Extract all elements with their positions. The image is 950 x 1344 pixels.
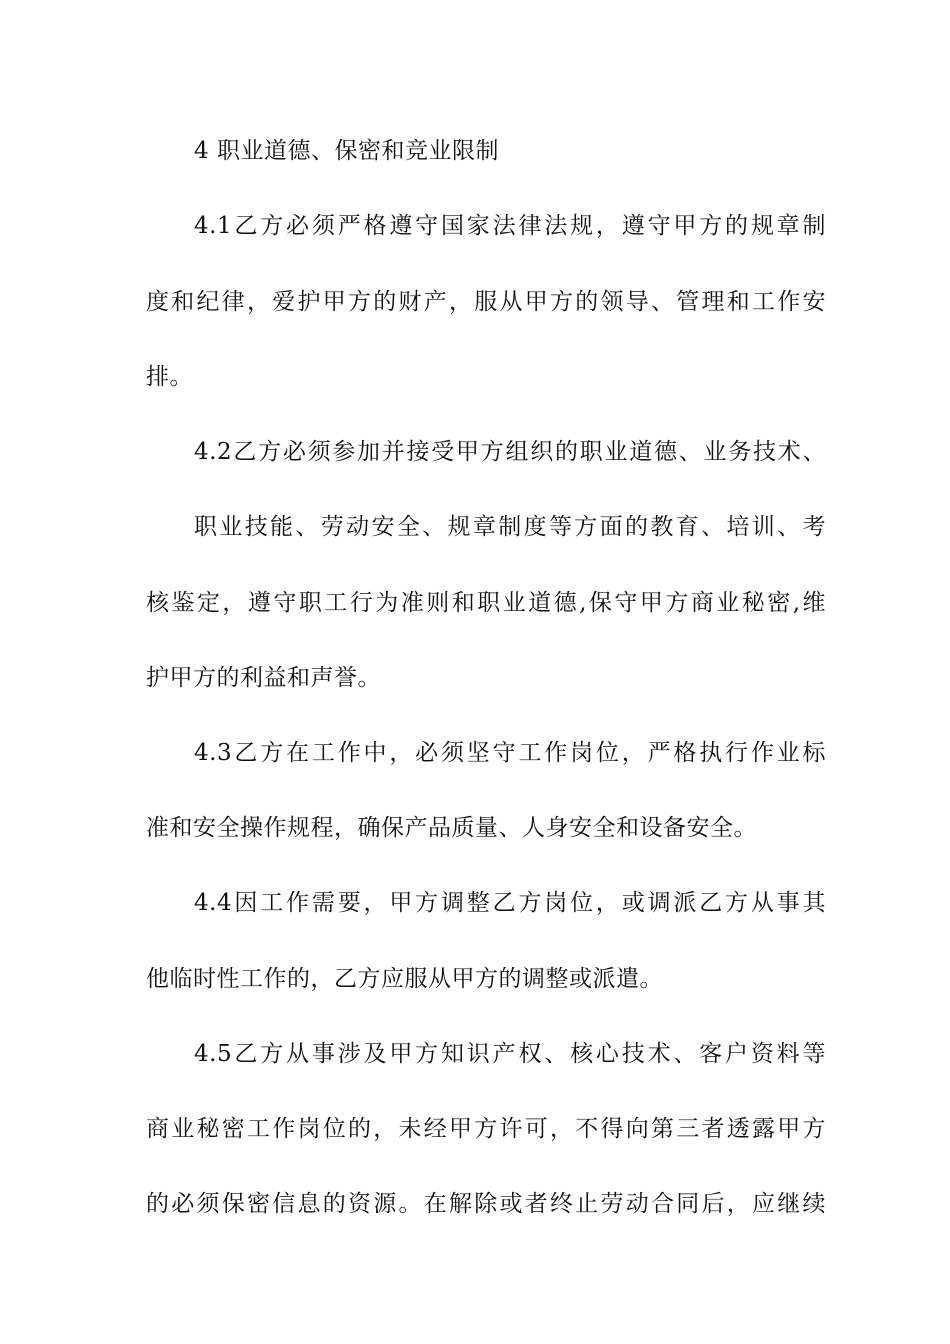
paragraph-4-4-line-2: 他临时性工作的，乙方应服从甲方的调整或派遣。	[146, 966, 663, 992]
paragraph-4-4-line-1: 4.4因工作需要，甲方调整乙方岗位，或调派乙方从事其	[194, 890, 826, 916]
paragraph-4-5-line-3: 的必须保密信息的资源。在解除或者终止劳动合同后，应继续	[146, 1191, 826, 1217]
paragraph-4-3-line-1: 4.3乙方在工作中，必须坚守工作岗位，严格执行作业标	[194, 740, 826, 766]
paragraph-4-1-line-1: 4.1乙方必须严格遵守国家法律法规，遵守甲方的规章制	[194, 213, 826, 239]
paragraph-4-2-line-3: 核鉴定，遵守职工行为准则和职业道德,保守甲方商业秘密,维	[146, 590, 826, 616]
paragraph-4-2-line-4: 护甲方的利益和声誉。	[146, 665, 381, 691]
paragraph-4-1-line-2: 度和纪律，爱护甲方的财产，服从甲方的领导、管理和工作安	[146, 289, 826, 315]
paragraph-4-3-line-2: 准和安全操作规程，确保产品质量、人身安全和设备安全。	[146, 815, 757, 841]
paragraph-4-5-line-1: 4.5乙方从事涉及甲方知识产权、核心技术、客户资料等	[194, 1041, 826, 1067]
paragraph-4-1-line-3: 排。	[146, 364, 193, 390]
section-heading: 4 职业道德、保密和竞业限制	[194, 138, 499, 164]
paragraph-4-2-line-1: 4.2乙方必须参加并接受甲方组织的职业道德、业务技术、	[194, 439, 826, 465]
paragraph-4-5-line-2: 商业秘密工作岗位的，未经甲方许可，不得向第三者透露甲方	[146, 1116, 826, 1142]
paragraph-4-2-line-2: 职业技能、劳动安全、规章制度等方面的教育、培训、考	[194, 514, 826, 540]
